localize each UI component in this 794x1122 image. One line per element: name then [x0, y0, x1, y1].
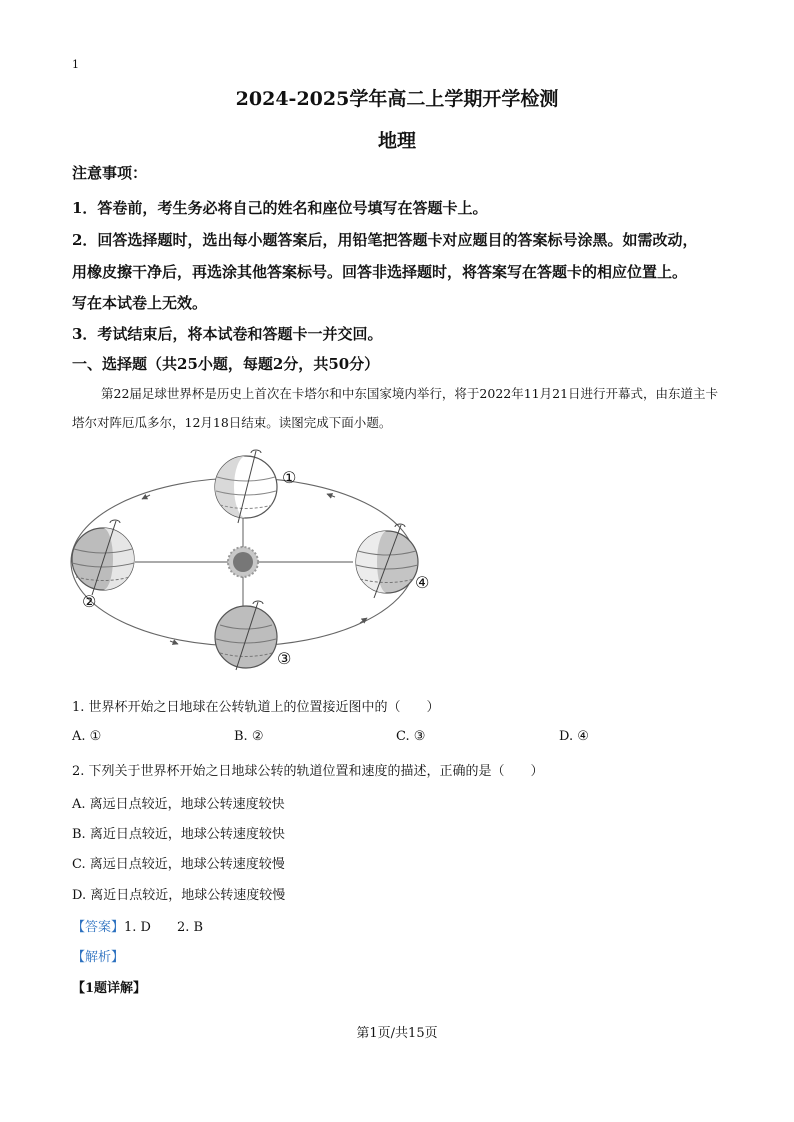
earth-position-3: [215, 601, 277, 670]
question-2-stem: 2. 下列关于世界杯开始之日地球公转的轨道位置和速度的描述，正确的是（ ）: [72, 764, 544, 779]
orbit-arrow: [142, 495, 150, 499]
q1-option-d[interactable]: D. ④: [559, 729, 589, 744]
question-1-stem: 1. 世界杯开始之日地球在公转轨道上的位置接近图中的（ ）: [72, 700, 440, 715]
q2-option-d[interactable]: D. 离近日点较近，地球公转速度较慢: [72, 888, 286, 903]
earth-position-1: [215, 450, 277, 523]
label-3: ③: [277, 649, 292, 668]
note-item-3: 3．考试结束后，将本试卷和答题卡一并交回。: [72, 325, 383, 343]
analysis-label: 【解析】: [72, 950, 125, 965]
answer-label: 【答案】: [72, 920, 125, 935]
sun-icon: [228, 547, 258, 577]
question-intro: 第22届足球世界杯是历史上首次在卡塔尔和中东国家境内举行，将于2022年11月21日进行开幕式，由东道主卡塔尔对阵厄瓜多尔，12月18日结束。读图完成下面小题。: [72, 386, 719, 430]
note-item-2-line-1: 2．回答选择题时，选出每小题答案后，用铅笔把答题卡对应题目的答案标号涂黑。如需改动，: [72, 231, 698, 249]
orbit-arrow: [327, 494, 335, 497]
q1-option-b[interactable]: B. ②: [234, 729, 264, 744]
q2-option-a[interactable]: A. 离远日点较近，地球公转速度较快: [72, 797, 285, 812]
label-4: ④: [415, 573, 430, 592]
note-item-1: 1．答卷前，考生务必将自己的姓名和座位号填写在答题卡上。: [72, 199, 488, 217]
orbit-arrow: [170, 641, 178, 644]
subject-title: 地理: [377, 130, 416, 152]
label-1: ①: [282, 468, 297, 487]
answer-line: [72, 916, 203, 935]
q1-option-c[interactable]: C. ③: [396, 729, 426, 744]
page-footer: 第1页/共15页: [356, 1026, 438, 1041]
earth-position-2: [72, 520, 134, 595]
earth-position-4: [356, 524, 418, 598]
q1-option-a[interactable]: A. ①: [72, 729, 102, 744]
detail-label: 【1题详解】: [72, 981, 147, 996]
note-item-2-line-3: 写在本试卷上无效。: [72, 294, 208, 312]
answer-value-2: 2. B: [176, 920, 204, 935]
answer-value-1: 1. D: [124, 920, 151, 935]
orbit-diagram: [60, 445, 450, 680]
q2-option-c[interactable]: C. 离远日点较近，地球公转速度较慢: [72, 857, 285, 872]
label-2: ②: [82, 592, 97, 611]
note-item-2-line-2: 用橡皮擦干净后，再选涂其他答案标号。回答非选择题时，将答案写在答题卡的相应位置上。: [72, 263, 688, 281]
notes-heading: 注意事项：: [72, 164, 148, 182]
page-title: 2024-2025学年高二上学期开学检测: [235, 88, 559, 110]
section-heading: 一、选择题（共25小题，每题2分，共50分）: [72, 355, 380, 373]
page-marker: 1: [72, 58, 79, 71]
q2-option-b[interactable]: B. 离近日点较近，地球公转速度较快: [72, 827, 285, 842]
